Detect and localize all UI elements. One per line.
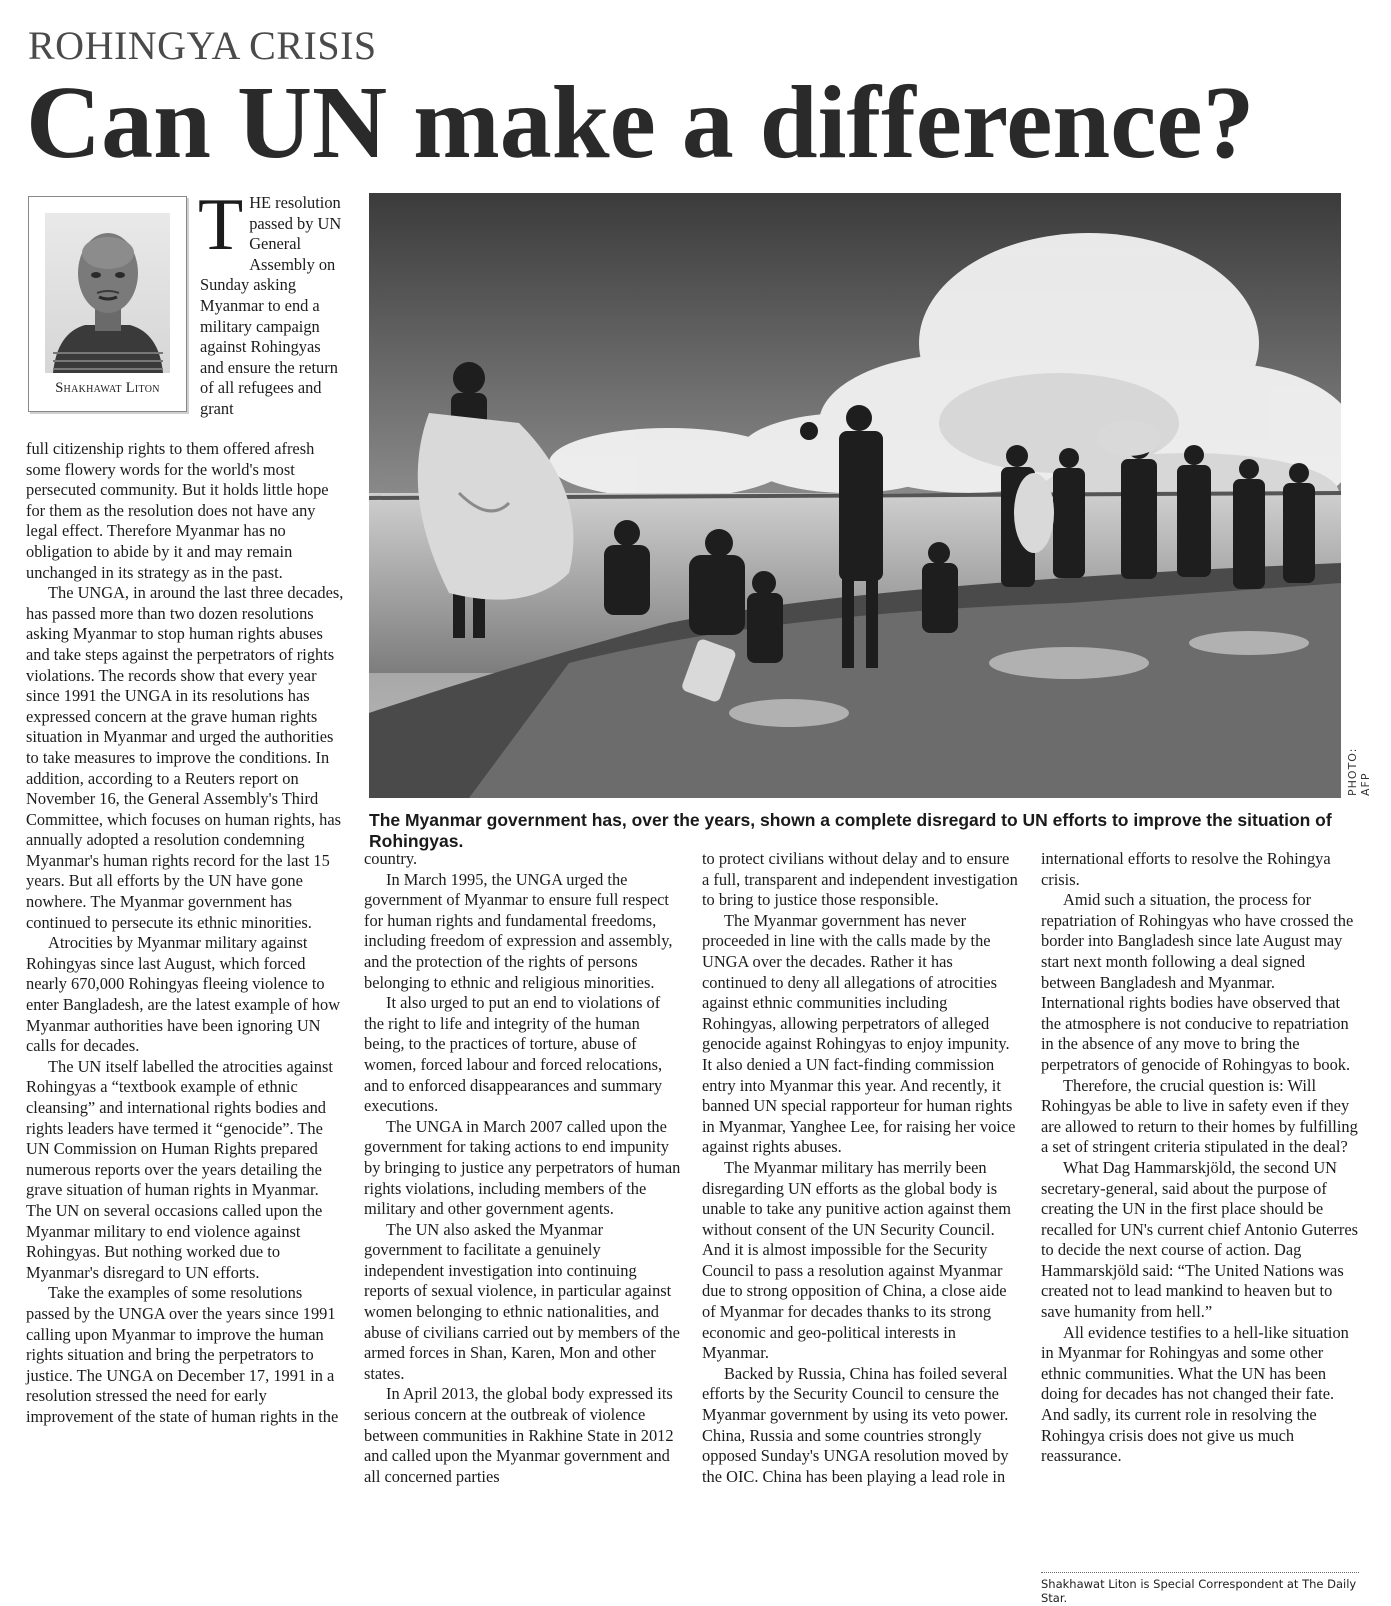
paragraph: Amid such a situation, the process for repatriation of Rohingyas who have crossed the border into Bangladesh since late August may start next month following a deal signed between Bangladesh and Myanmar. International rights bodies have observed that the atmosphere is not conducive to repatriation in the absence of any move to bring the perpetrators of genocide of Rohingyas to book. (1041, 890, 1354, 1074)
photo-caption: The Myanmar government has, over the years, shown a complete disregard to UN efforts to improve the situation of Rohingyas. (369, 810, 1332, 851)
paragraph: Backed by Russia, China has foiled several efforts by the Security Council to censure the Myanmar government by using its veto power. China, Russia and some countries strongly opposed Sunday's UNGA resolution moved by the OIC. China has been playing a lead role in (702, 1363, 1009, 1486)
author-box (28, 196, 187, 412)
paragraph: full citizenship rights to them offered afresh some flowery words for the world's most persecuted community. But it holds little hope for them as the resolution does not have any legal effect. Therefore Myanmar has no obligation to abide by it and may remain unchanged in its strategy as in the past. (26, 439, 329, 582)
section-kicker: ROHINGYA CRISIS (28, 23, 377, 68)
paragraph: Atrocities by Myanmar military against Rohingyas since last August, which forced nearly 670,000 Rohingyas fleeing violence to enter Bangladesh, are the latest example of how Myanmar authorities have been ignoring UN calls for decades. (26, 933, 341, 1056)
paragraph: In April 2013, the global body expressed its serious concern at the outbreak of violence between communities in Rakhine State in 2012 and called upon the Myanmar government and all concerned parties (364, 1384, 674, 1486)
footnote-divider (1041, 1572, 1359, 1573)
paragraph: In March 1995, the UNGA urged the government of Myanmar to ensure full respect for human rights and fundamental freedoms, including freedom of expression and assembly, and the protection of the rights of persons belonging to ethnic and religious minorities. (364, 869, 673, 992)
paragraph: The UNGA in March 2007 called upon the government for taking actions to end impunity by bringing to justice any perpetrators of human rights violations, including members of the military and other government agents. (364, 1116, 681, 1219)
column-2 (364, 849, 682, 1487)
author-photo (45, 213, 170, 373)
paragraph: The UNGA, in around the last three decades, has passed more than two dozen resolutions asking Myanmar to stop human rights abuses and take steps against the perpetrators of rights violations. The records show that every year since 1991 the UNGA in its resolutions has expressed concern at the grave human rights situation in Myanmar and urged the authorities to take measures to improve the conditions. In addition, according to a Reuters report on November 16, the General Assembly's Third Committee, which focuses on human rights, has annually adopted a resolution condemning Myanmar's human rights record for the last 15 years. But all efforts by the UN have gone nowhere. The Myanmar government has continued to persecute its ethnic minorities. (26, 583, 344, 932)
paragraph: It also urged to put an end to violations of the right to life and integrity of the human being, to the practices of torture, abuse of women, forced labour and forced relocations, and to enforced disappearances and summary executions. (364, 993, 663, 1116)
paragraph: All evidence testifies to a hell-like situation in Myanmar for Rohingyas and some other ethnic communities. What the UN has been doing for decades has not changed their fate. And sadly, its current role in resolving the Rohingya crisis does not give us much reassurance. (1041, 1322, 1349, 1466)
paragraph: country. (364, 849, 418, 868)
column-3 (702, 849, 1020, 1487)
photo-credit: PHOTO: AFP (1346, 747, 1372, 796)
drop-cap: T (198, 184, 244, 266)
lead-paragraph (198, 184, 348, 420)
author-name: Shakhawat Liton (55, 380, 160, 396)
paragraph: The Myanmar military has merrily been disregarding UN efforts as the global body is unable to take any punitive action against them without consent of the UN Security Council. And it is almost impossible for the Security Council to pass a resolution against Myanmar due to strong opposition of China, a close aide of Myanmar for decades thanks to its strong economic and geo-political interests in Myanmar. (702, 1157, 1012, 1363)
paragraph: Take the examples of some resolutions passed by the UNGA over the years since 1991 calling upon Myanmar to improve the human rights situation and bring the perpetrators to justice. The UNGA on December 17, 1991 in a resolution stressed the need for early improvement of the state of human rights in the (26, 1283, 339, 1426)
author-footnote: Shakhawat Liton is Special Correspondent at The Daily Star. (1041, 1577, 1357, 1605)
paragraph: The UN also asked the Myanmar government to facilitate a genuinely independent investigation into continuing reports of sexual violence, in particular against women belonging to ethnic nationalities, and abuse of civilians carried out by members of the armed forces in Shan, Karen, Mon and other states. (364, 1219, 680, 1383)
paragraph: The Myanmar government has never proceeded in line with the calls made by the UNGA over the decades. Rather it has continued to deny all allegations of atrocities against ethnic communities including Rohingyas, allowing perpetrators of alleged genocide against Rohingyas to enjoy impunity. It also denied a UN fact-finding commission entry into Myanmar this year. And recently, it banned UN special rapporteur for human rights in Myanmar, Yanghee Lee, for raising her voice against rights abuses. (702, 910, 1016, 1157)
lead-text: HE resolution passed by UN General Assembly on Sunday asking Myanmar to end a military campaign against Rohingyas and ensure the return of all refugees and grant (200, 193, 342, 418)
paragraph: international efforts to resolve the Rohingya crisis. (1041, 849, 1331, 889)
paragraph: What Dag Hammarskjöld, the second UN secretary-general, said about the purpose of creating the UN in the first place should be recalled for UN's current chief Antonio Guterres to decide the next course of action. Dag Hammarskjöld said: “The United Nations was created not to lead mankind to heaven but to save humanity from hell.” (1041, 1157, 1358, 1322)
column-1 (26, 439, 344, 1428)
paragraph: The UN itself labelled the atrocities against Rohingyas a “textbook example of ethnic cleansing” and international rights bodies and rights leaders have termed it “genocide”. The UN Commission on Human Rights prepared numerous reports over the years detailing the grave situation of human rights in Myanmar. The UN on several occasions called upon the Myanmar military to end violence against Rohingyas. But nothing worked due to Myanmar's disregard to UN efforts. (26, 1056, 333, 1282)
column-4 (1041, 849, 1359, 1467)
headline: Can UN make a difference? (26, 65, 1255, 180)
refugee-photo (369, 193, 1341, 798)
paragraph: to protect civilians without delay and to ensure a full, transparent and independent investigation to bring to justice those responsible. (702, 849, 1018, 910)
paragraph: Therefore, the crucial question is: Will Rohingyas be able to live in safety even if they are allowed to return to their homes by fulfilling a set of stringent criteria stipulated in the deal? (1041, 1075, 1358, 1157)
